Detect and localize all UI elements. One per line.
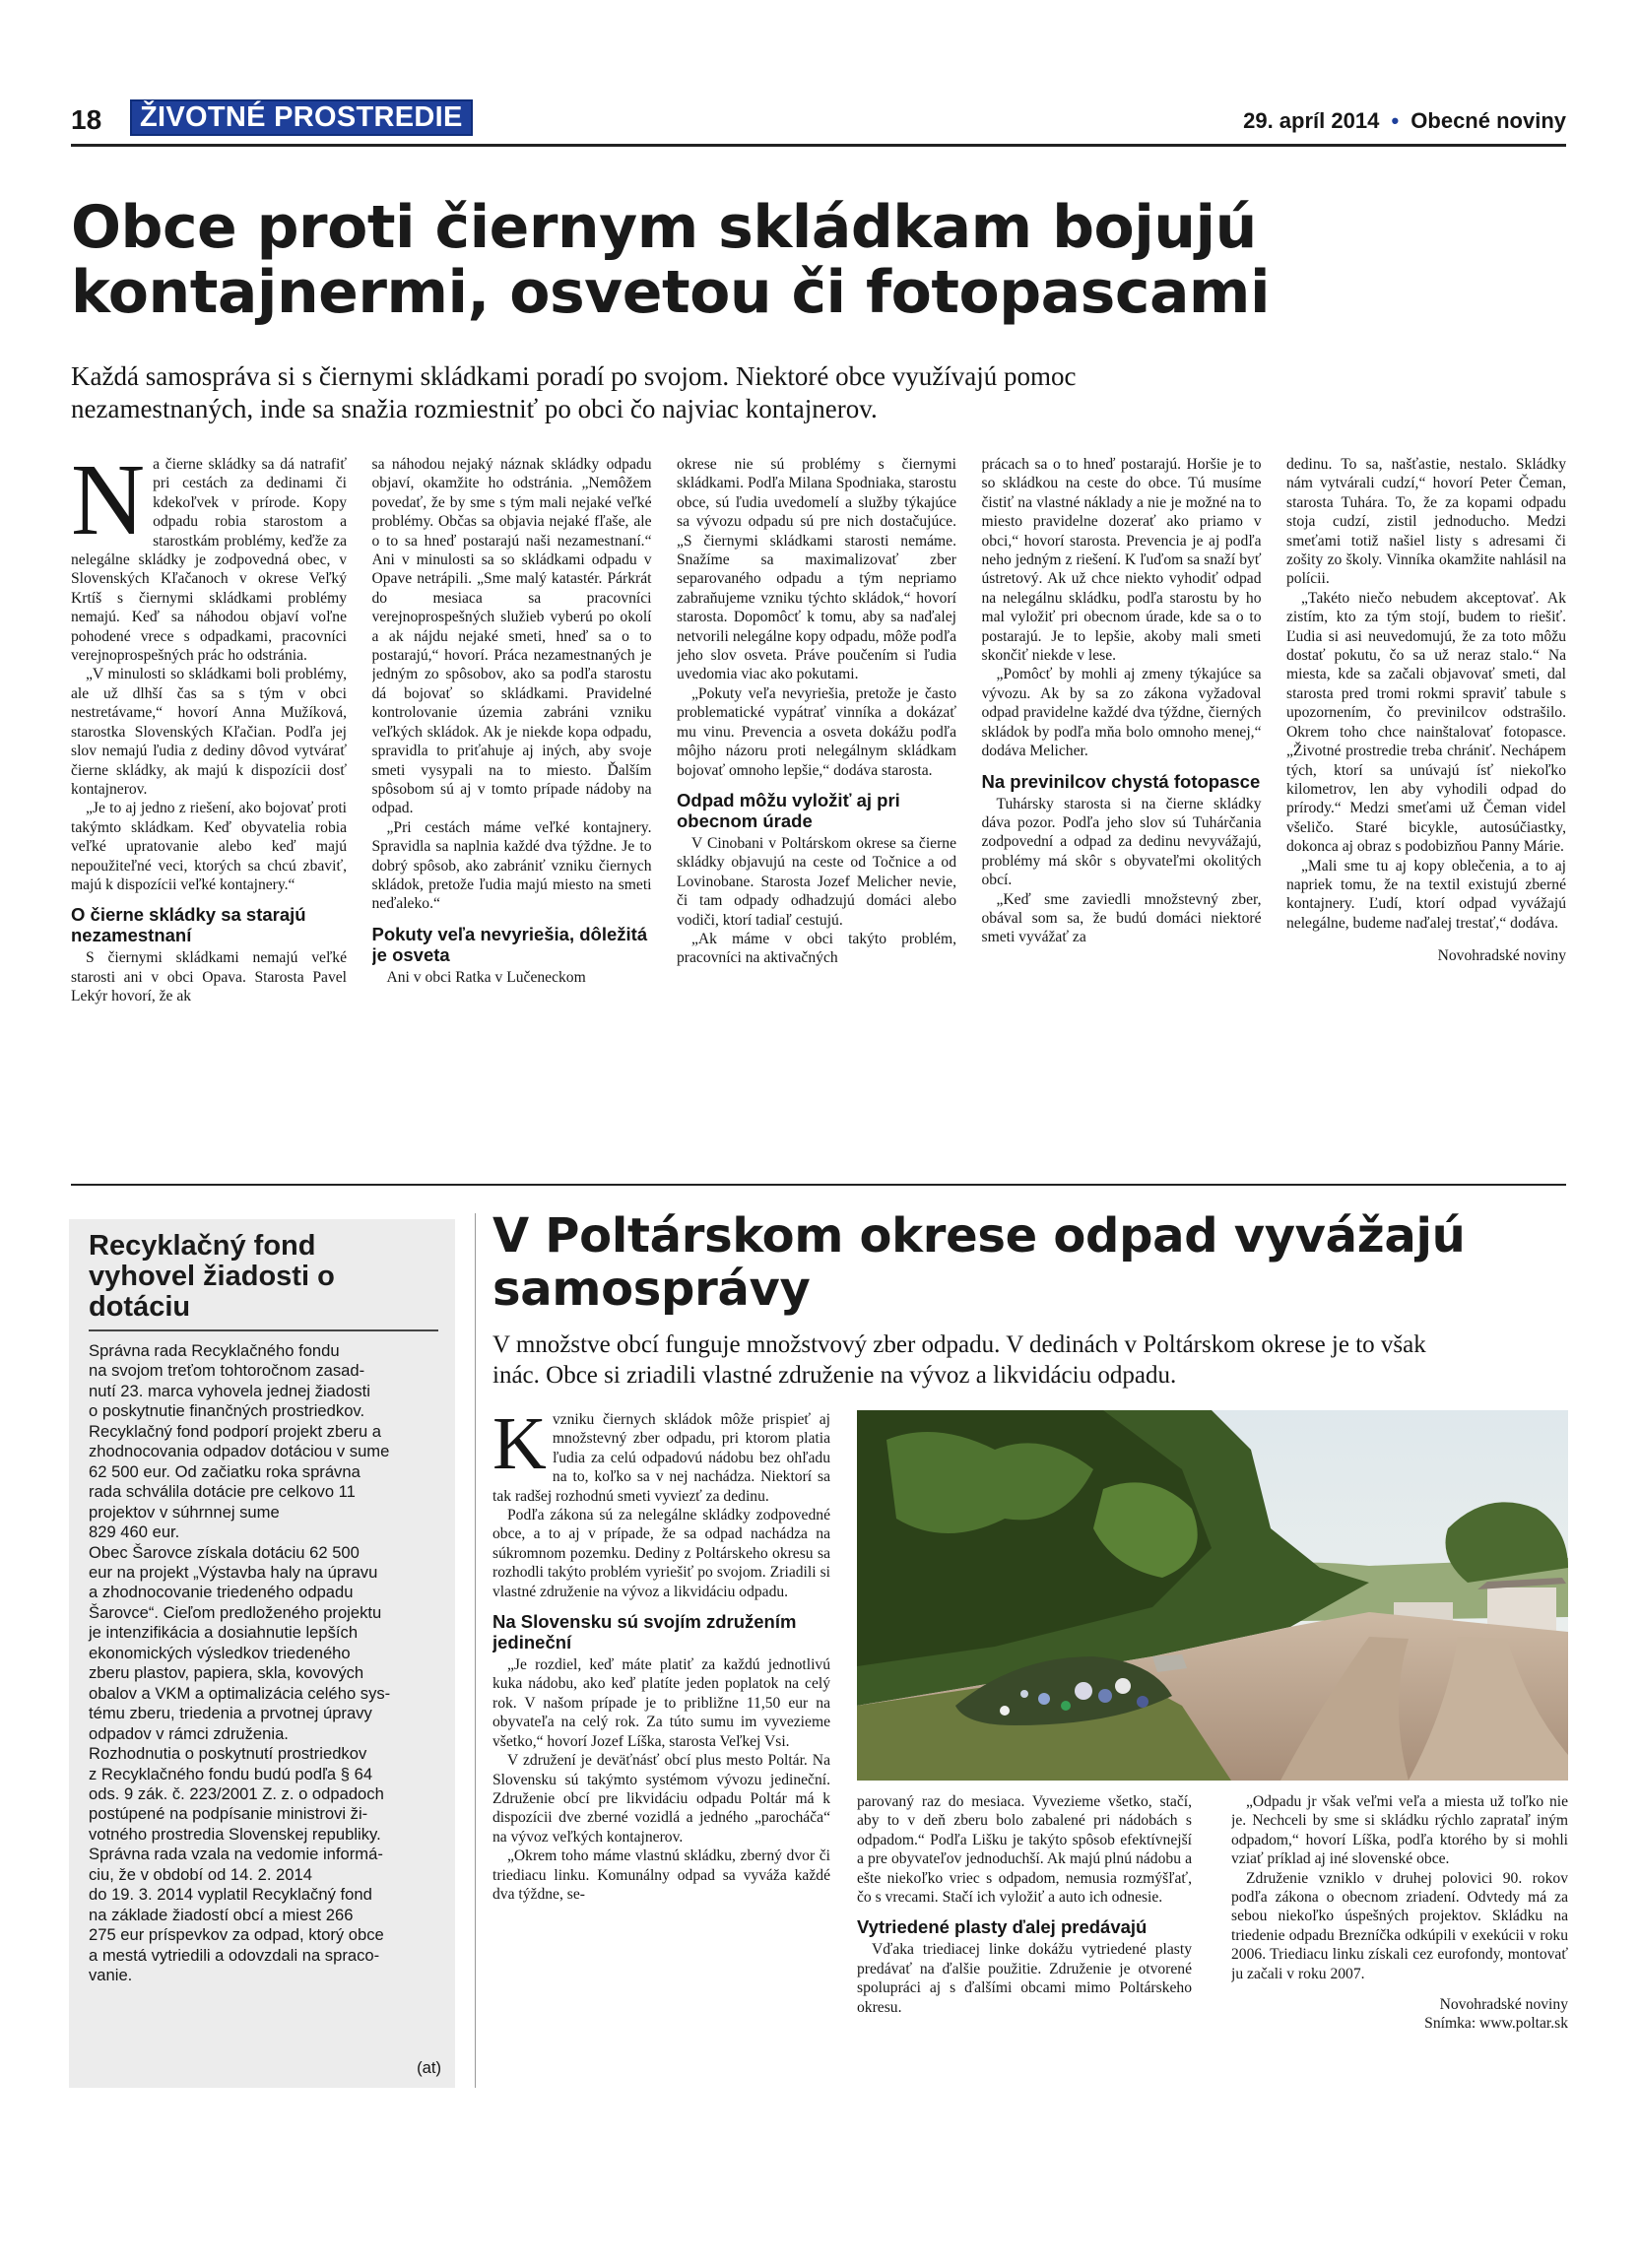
- article-divider: [71, 1184, 1566, 1186]
- subheading: Odpad môžu vyložiť aj pri obecnom úrade: [677, 789, 900, 831]
- page-number: 18: [71, 104, 102, 135]
- article1-column-3: [677, 455, 956, 1176]
- issue-date: 29. apríl 2014: [1243, 108, 1380, 133]
- photo-credit: Snímka: www.poltar.sk: [1424, 2015, 1568, 2033]
- paragraph: vzniku čiernych skládok môže prispieť aj množstevný zber odpadu, pri ktorom platia ľudia za celú odpadovú nádobu bez ohľadu na to, koľko sa v nej nachádza. Niektorí sa tak radšej rozhodnú smeti vyviezť za dedinu.: [492, 1411, 830, 1505]
- sidebar-line: Recyklačný fond podporí projekt zberu a: [89, 1421, 382, 1441]
- sidebar-author: (at): [417, 2058, 441, 2077]
- sidebar-box: [69, 1219, 455, 2088]
- sidebar-line: a zhodnocovanie triedeného odpadu: [89, 1583, 354, 1602]
- sidebar-line: 829 460 eur.: [89, 1523, 180, 1542]
- sidebar-line: zberu plastov, papiera, skla, kovových: [89, 1663, 364, 1683]
- paragraph: „V minulosti so skládkami boli problémy, ale už dlhší čas sa s tým v obci nestretávame,“ hovorí Anna Mužíková, starostka Slovenských Kľačian. Podľa jej slov nemajú ľudia z dediny dôvod vytvárať čierne skládky, ak majú k dispozícii dosť kontajnerov.: [71, 666, 347, 798]
- paragraph: prácach sa o to hneď postarajú. Horšie je to so skládkou na ceste do obce. Tú musíme čistiť na vlastné náklady a nie je možné na to miesto pravidelne dozerať ako priamo v obci,“ hovorí starosta. Prevencia je aj podľa neho jedným z riešení. K ľuďom sa snaží byť ústretový. Ak už chce niekto vyhodiť odpad na nelegálnu skládku, podľa starostu by ho mal vyložiť pri obecnom úrade, kde sa o to postarajú. Je to lepšie, akoby mali smeti skončiť niekde v lese.: [981, 456, 1262, 665]
- sidebar-line: Rozhodnutia o poskytnutí prostriedkov: [89, 1744, 367, 1764]
- article1-column-2: [372, 455, 652, 1176]
- sidebar-line: rada schválila dotácie pre celkovo 11: [89, 1482, 356, 1502]
- sidebar-line: tému zberu, triedenia a prvotnej úpravy: [89, 1704, 372, 1723]
- sidebar-line: na základe žiadostí obcí a miest 266: [89, 1905, 354, 1924]
- paragraph: dedinu. To sa, našťastie, nestalo. Skládky nám vytvárali cudzí,“ hovorí Peter Čeman, starosta Tuhára. To, že za kopami odpadu stoja cudzí, zistil jednoducho. Medzi smeťami totiž našiel listy s adresami či zošity zo školy. Vinníka okamžite nahlásil na polícii.: [1286, 456, 1566, 588]
- subheading: O čierne skládky sa starajú nezamestnaní: [71, 904, 306, 946]
- paragraph: „Takéto niečo nebudem akceptovať. Ak zistím, kto za tým stojí, budem to riešiť. Ľudia si asi neuvedomujú, že za toto môžu dostať pokutu, čo sa už neraz stalo.“ Na miesta, kde sa začali objavovať smeti, dal starosta pred tromi rokmi spraviť tabule s upozornením, čo previnilcov odstrašilo. Okrem toho chce nainštalovať fotopasce. „Životné prostredie treba chrániť. Nechápem tých, ktorí sa unúvajú ísť niekoľko kilometrov, len aby vyhodili odpad do prírody.“ Medzi smeťami už Čeman videl všeličo. Staré bicykle, autosúčiastky, dokonca aj obraz s podobizňou Panny Márie.: [1286, 589, 1566, 856]
- sidebar-rule: [89, 1329, 438, 1331]
- paragraph: okrese nie sú problémy s čiernymi skládkami. Podľa Milana Spodniaka, starostu obce, sú ľudia uvedomelí a služby týkajúce sa vývozu odpadu sú pre nich dostačujúce. „S čiernymi skládkami starosti nemáme. Snažíme sa maximalizovať zber separovaného odpadu a tým nepriamo zabraňujeme vzniku týchto skládok,“ hovorí starosta. Dopomôcť k tomu, aby sa naďalej netvorili nelegálne kopy odpadu, môže podľa jeho slov osveta. Práve poučením si ľudia uvedomia viac ako pokutami.: [677, 456, 956, 683]
- paragraph: „Pokuty veľa nevyriešia, pretože je často problematické vypátrať vinníka a dokázať mu vinu. Prevencia a osveta dokážu podľa môjho názoru proti nelegálnym skládkam bojovať omnoho lepšie,“ dodáva starosta.: [677, 684, 956, 779]
- header-rule: [71, 144, 1566, 147]
- paragraph: Vďaka triediacej linke dokážu vytriedené plasty predávať na ďalšie použitie. Združenie je otvorené spolupráci aj s ďalšími obcami mimo Poltárskeho okresu.: [857, 1941, 1192, 2016]
- article1-column-1: [71, 455, 347, 1176]
- sidebar-line: obalov a VKM a optimalizácia celého sys-: [89, 1683, 391, 1703]
- article2-column-3: [1231, 1792, 1568, 2088]
- article2-column-1: [492, 1410, 830, 2088]
- sidebar-line: votného prostredia Slovenskej republiky.: [89, 1824, 381, 1844]
- article2-headline: [492, 1209, 1571, 1316]
- sidebar-line: Šarovce“. Cieľom predloženého projektu: [89, 1602, 382, 1622]
- article1-headline: [71, 195, 1568, 325]
- article2-lead: V množstve obcí funguje množstvový zber odpadu. V dedinách v Poltárskom okrese je to však inác. Obce si zriadili vlastné združenie na vývoz a likvidáciu odpadu.: [492, 1331, 1426, 1389]
- sidebar-line: Správna rada Recyklačného fondu: [89, 1341, 340, 1360]
- sidebar-line: odpadov v rámci združenia.: [89, 1723, 289, 1743]
- paragraph: „Je to aj jedno z riešení, ako bojovať proti takýmto skládkam. Keď obyvatelia robia veľké upratovanie alebo keď majú nepoužiteľné veci, ktorých sa chcú zbaviť, majú k dispozícii veľké kontajnery.“: [71, 800, 347, 893]
- sidebar-line: je intenzifikácia a dosiahnutie lepších: [89, 1623, 359, 1643]
- paragraph: Ani v obci Ratka v Lučeneckom: [386, 968, 586, 986]
- sidebar-line: o poskytnutie finančných prostriedkov.: [89, 1401, 365, 1421]
- sidebar-line: 275 eur príspevkov za odpad, ktorý obce: [89, 1925, 384, 1945]
- paragraph: „Odpadu jr však veľmi veľa a miesta už toľko nie je. Nechceli by sme si skládku rýchlo zaprataľ iným odpadom,“ hovorí Líška, podľa ktorého by si mohli vziať príklad aj iné slovenské obce.: [1231, 1793, 1568, 1868]
- dropcap: K: [492, 1410, 547, 1485]
- article1-lead: Každá samospráva si s čiernymi skládkami poradí po svojom. Niektoré obce využívajú pomoc nezamestnaných, inde sa snažia rozmiestniť po obci čo najviac kontajnerov.: [71, 361, 1077, 423]
- article2-divider-vertical: [475, 1213, 476, 2088]
- sidebar-line: postúpené na podpísanie ministrovi ži-: [89, 1804, 368, 1824]
- article1-column-4: [982, 455, 1262, 1176]
- bullet: •: [1391, 108, 1400, 133]
- issue-info: [1243, 108, 1566, 134]
- sidebar-line: projektov v súhrnnej sume: [89, 1502, 280, 1522]
- paragraph: Podľa zákona sú za nelegálne skládky zodpovedné obce, a to aj v prípade, že sa odpad nachádza na súkromnom pozemku. Dediny z Poltárskeho okresu sa rozhodli takýto problém vyriešiť po svojom. Zriadili si vlastné združenie na vývoz a likvidáciu odpadu.: [492, 1507, 830, 1600]
- sidebar-line: eur na projekt „Výstavba haly na úpravu: [89, 1562, 378, 1582]
- paragraph: Združenie vzniklo v druhej polovici 90. rokov podľa zákona o obecnom zriadení. Odvtedy má za sebou niekoľko úspešných projektov. Skládku na triedenie odpadu Brezníčka odkúpili v exekúcii v roku 2006. Triediacu linku získali cez eurofondy, montovať ju začali v roku 2007.: [1231, 1869, 1568, 1982]
- sidebar-line: z Recyklačného fondu budú podľa § 64: [89, 1764, 373, 1783]
- paragraph: sa náhodou nejaký náznak skládky odpadu objaví, okamžite ho odstránia. „Nemôžem povedať, že by sme s tým mali nejaké veľké problémy. Občas sa objavia nejaké fľaše, ale o to sa hneď postarajú naši nezamestnaní.“ Ani v minulosti sa so skládkami odpadu v Opave netrápili. „Sme malý katastér. Párkrát do mesiaca sa pracovníci verejnoprospešných služieb vyberú po okolí a ak nájdu nejaké smeti, hneď sa o to postarajú,“ hovorí. Práca nezamestnaných je jedným zo spôsobov, ako sa podľa starostu dá bojovať so skládkami. Pravidelné kontrolovanie územia zabráni vzniku veľkých skládok. Ak je niekde kopa odpadu, spravidla to priťahuje aj iných, aby svoje smeti vysypali na to miesto. Ďalším spôsobom sú aj v tomto prípade nádoby na odpad.: [371, 456, 652, 817]
- sidebar-line: do 19. 3. 2014 vyplatil Recyklačný fond: [89, 1885, 372, 1905]
- article2-credit: [1231, 1995, 1568, 2034]
- article1-column-5: [1286, 455, 1566, 1176]
- sidebar-line: 62 500 eur. Od začiatku roka správna: [89, 1461, 361, 1481]
- article2-headline-line1: V Poltárskom okrese odpad vyvážajú: [492, 1208, 1466, 1264]
- article2-column-2: [857, 1792, 1192, 2088]
- sidebar-line: a mestá vytriedili a odovzdali na spraco-: [89, 1945, 380, 1965]
- paragraph: „Mali sme tu aj kopy oblečenia, a to aj napriek tomu, že na textil existujú zberné kontajnery. Ľudí, ktorí odpad vyvážajú nelegálne, budeme naďalej trestať,“ dodáva.: [1286, 857, 1566, 932]
- sidebar-line: ods. 9 zák. č. 223/2001 Z. z. o odpadoch: [89, 1783, 384, 1803]
- paragraph: S čiernymi skládkami nemajú veľké starosti ani v obci Opava. Starosta Pavel Lekýr hovorí, že ak: [71, 949, 347, 1005]
- sidebar-line: Správna rada vzala na vedomie informá-: [89, 1845, 383, 1864]
- subheading: Na previnilcov chystá fotopasce: [981, 770, 1261, 792]
- sidebar-line: ekonomických výsledkov triedeného: [89, 1643, 351, 1662]
- paragraph: V združení je deväťnásť obcí plus mesto Poltár. Na Slovensku sú takýmto systémom vývozu jedineční. Združenie obcí pre likvidáciu odpadu Poltár má k dispozícii dve zberné vozidlá a jedného „parocháča“ na vývoz veľkých kontajnerov.: [492, 1752, 830, 1846]
- sidebar-line: zhodnocovania odpadov dotáciou v sume: [89, 1442, 390, 1461]
- roadside-dump-photo: [857, 1410, 1568, 1781]
- paragraph: „Keď sme zaviedli množstevný zber, obával som sa, že budú domáci niektoré smeti vyvážať za: [981, 890, 1262, 946]
- article1-headline-line1: Obce proti čiernym skládkam bojujú: [71, 193, 1257, 262]
- section-label: ŽIVOTNÉ PROSTREDIE: [130, 99, 473, 136]
- paragraph: „Pri cestách máme veľké kontajnery. Spravidla sa naplnia každé dva týždne. Je to dobrý spôsob, ako zabrániť vzniku čiernych skládok, pretože ľudia majú miesto na smeti neďaleko.“: [371, 818, 652, 913]
- paragraph: Tuhársky starosta si na čierne skládky dáva pozor. Podľa jeho slov sú Tuhárčania zodpovední a odpad za dedinu nevyvážajú, problémy má skôr s obyvateľmi okolitých obcí.: [981, 795, 1262, 889]
- subheading: Na Slovensku sú svojím združením jedineční: [492, 1611, 797, 1653]
- sidebar-body: [89, 1341, 445, 1986]
- sidebar-title: Recyklačný fond vyhovel žiadosti o dotáciu: [89, 1230, 335, 1323]
- sidebar-line: nutí 23. marca vyhovela jednej žiadosti: [89, 1381, 370, 1400]
- article1-credit: Novohradské noviny: [1437, 947, 1566, 965]
- sidebar-line: ciu, že v období od 14. 2. 2014: [89, 1864, 312, 1884]
- sidebar-line: Obec Šarovce získala dotáciu 62 500: [89, 1542, 360, 1562]
- photo-drawing: [857, 1410, 1568, 1781]
- dropcap: N: [71, 455, 146, 556]
- publication-name: Obecné noviny: [1410, 108, 1566, 133]
- paragraph: „Okrem toho máme vlastnú skládku, zberný dvor či triediacu linku. Komunálny odpad sa vyváža každé dva týždne, se-: [492, 1847, 830, 1903]
- paragraph: „Je rozdiel, keď máte platiť za každú jednotlivú kuka nádobu, ako keď platíte jeden poplatok na celý rok. V našom prípade je to približne 11,50 eur na obyvateľa na celý rok. Za túto sumu im vyvezieme všetko,“ hovorí Jozef Líška, starosta Veľkej Vsi.: [492, 1656, 830, 1750]
- paragraph: V Cinobani v Poltárskom okrese sa čierne skládky objavujú na ceste od Točnice a od Lovinobane. Starosta Jozef Melicher nevie, či tam odpady odhadzujú domáci alebo vodiči, ktorí tadiaľ cestujú.: [677, 834, 956, 929]
- article1-columns: [71, 455, 1566, 1176]
- paragraph: parovaný raz do mesiaca. Vyvezieme všetko, stačí, aby to v deň zberu bolo zabalené pri nádobách s odpadom.“ Podľa Lišku je takýto spôsob efektívnejší a pre obyvateľov jednoduchší. Ak majú plnú nádobu a ešte niekoľko vriec s odpadom, nemusia rozmýšľať, čo s vrecami. Stačí ich vyložiť a auto ich odnesie.: [857, 1793, 1192, 1907]
- article2-headline-line2: samosprávy: [492, 1262, 811, 1317]
- paragraph: „Ak máme v obci takýto problém, pracovníci na aktivačných: [677, 930, 956, 967]
- article1-headline-line2: kontajnermi, osvetou či fotopascami: [71, 258, 1271, 327]
- subheading: Pokuty veľa nevyriešia, dôležitá je osveta: [371, 923, 648, 965]
- paragraph: „Pomôcť by mohli aj zmeny týkajúce sa vývozu. Ak by sa zo zákona vyžadoval odpad pravidelne každé dva týždne, čierných skládok by podľa mňa bolo omnoho menej,“ dodáva Melicher.: [981, 666, 1262, 760]
- article2-credit-source: Novohradské noviny: [1439, 1996, 1568, 2014]
- sidebar-line: vanie.: [89, 1966, 133, 1985]
- sidebar-line: na svojom treťom tohtoročnom zasad-: [89, 1361, 365, 1381]
- subheading: Vytriedené plasty ďalej predávajú: [857, 1916, 1148, 1938]
- paragraph: a čierne skládky sa dá natrafiť pri cestách za dedinami či kdekoľvek v prírode. Kopy odpadu robia starostom a starostkám problémy, keďže za nelegálne skládky je zodpovedná obec, v Slovenských Kľačanoch v okrese Veľký Krtíš s čiernymi skládkami problémy nemajú. Keď sa náhodou objaví voľne pohodené vrece s odpadkami, pracovníci verejnoprospešných prác ho odstránia.: [71, 456, 347, 665]
